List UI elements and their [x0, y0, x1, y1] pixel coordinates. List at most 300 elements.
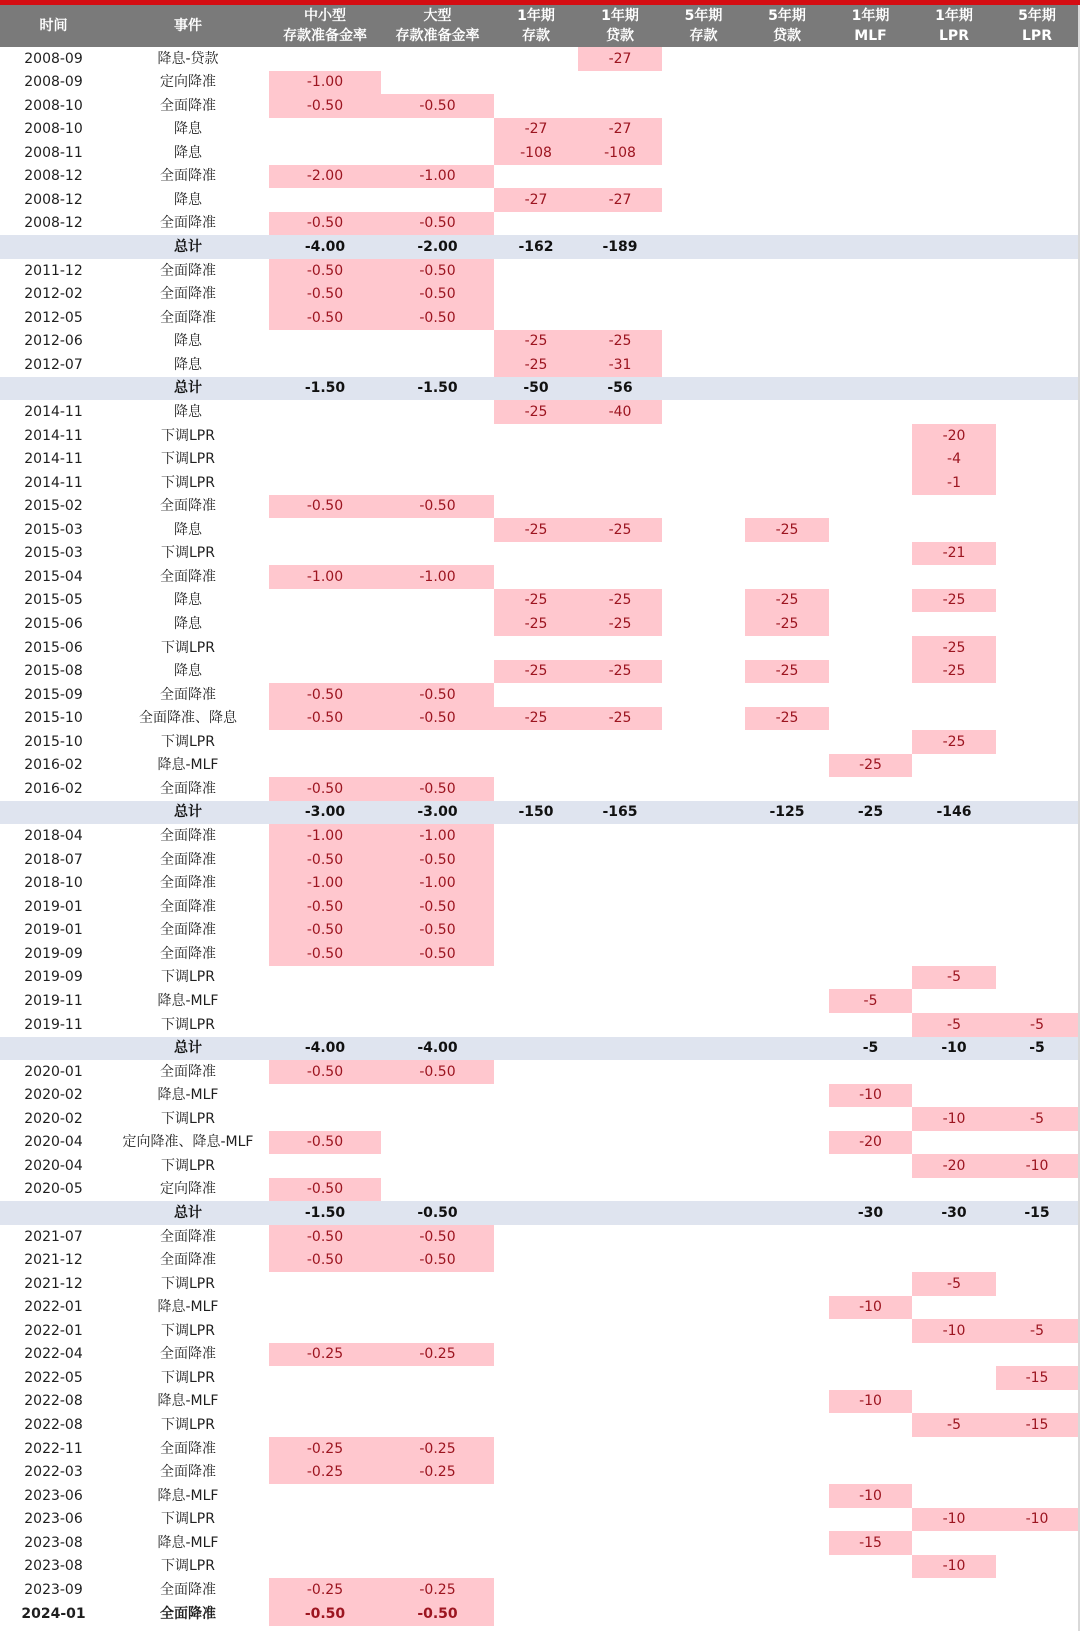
value-cell: [578, 1578, 662, 1602]
value-cell: -0.50: [381, 283, 494, 306]
date-cell: 2019-11: [24, 1017, 83, 1033]
value-cell: [996, 259, 1078, 283]
value-cell: [829, 1013, 912, 1037]
header-line-1: 大型: [423, 8, 452, 24]
table-row: [0, 306, 1080, 330]
value-cell: [578, 848, 662, 872]
value-cell: [578, 872, 662, 895]
value-cell: [578, 1131, 662, 1154]
value-cell: [829, 612, 912, 636]
event-cell: 降息-MLF: [157, 1087, 219, 1103]
value-cell: -5: [912, 1013, 996, 1037]
date-cell: 2020-02: [24, 1111, 83, 1127]
value-cell: [912, 1249, 996, 1272]
value-cell: [662, 400, 745, 424]
value-cell: [912, 1178, 996, 1201]
value-cell: [745, 353, 829, 377]
value-cell: [662, 1060, 745, 1084]
event-cell: 下调LPR: [161, 428, 215, 444]
value-cell: [494, 47, 578, 71]
value-cell: [912, 1461, 996, 1484]
date-cell: 2018-04: [24, 828, 83, 844]
value-cell: [996, 1084, 1078, 1107]
event-cell: 下调LPR: [161, 1511, 215, 1527]
value-cell: -0.50: [269, 1060, 381, 1084]
value-cell: [912, 1437, 996, 1461]
value-cell: [494, 1249, 578, 1272]
table-header: [0, 5, 1080, 47]
value-cell: [662, 1107, 745, 1131]
value-cell: [745, 683, 829, 707]
value-cell: -0.50: [269, 283, 381, 306]
value-cell: [578, 895, 662, 919]
value-cell: [269, 47, 381, 71]
date-cell: 2015-06: [24, 640, 83, 656]
table-row: [0, 1013, 1080, 1037]
value-cell: [494, 1602, 578, 1626]
value-cell: [494, 542, 578, 565]
value-cell: -0.50: [381, 707, 494, 730]
value-cell: [829, 71, 912, 94]
total-row: [0, 1201, 1080, 1225]
table-row: [0, 1531, 1080, 1555]
value-cell: [745, 1037, 829, 1060]
value-cell: [494, 942, 578, 966]
value-cell: -1.00: [269, 71, 381, 94]
table-row: [0, 919, 1080, 942]
event-cell: 全面降准: [160, 1252, 216, 1268]
value-cell: -25: [578, 518, 662, 542]
value-cell: [578, 919, 662, 942]
header-line-2: MLF: [854, 28, 887, 44]
value-cell: [662, 636, 745, 660]
value-cell: [829, 1508, 912, 1531]
value-cell: [996, 1437, 1078, 1461]
event-cell: 降息-MLF: [157, 1488, 219, 1504]
value-cell: [912, 1390, 996, 1413]
value-cell: [912, 518, 996, 542]
value-cell: -0.50: [269, 1602, 381, 1626]
value-cell: [269, 660, 381, 683]
value-cell: [578, 1319, 662, 1343]
table-row: [0, 353, 1080, 377]
table-row: [0, 1060, 1080, 1084]
value-cell: [829, 1555, 912, 1578]
value-cell: -0.50: [269, 212, 381, 235]
value-cell: -4: [912, 448, 996, 471]
value-cell: [381, 1013, 494, 1037]
value-cell: -0.50: [269, 707, 381, 730]
value-cell: [662, 1013, 745, 1037]
value-cell: -5: [862, 1040, 879, 1056]
table-row: [0, 495, 1080, 518]
value-cell: [745, 377, 829, 400]
table-row: [0, 1154, 1080, 1178]
value-cell: [996, 542, 1078, 565]
table-row: [0, 589, 1080, 612]
value-cell: -25: [494, 330, 578, 353]
date-cell: 2015-02: [24, 498, 83, 514]
value-cell: [662, 424, 745, 448]
value-cell: [381, 518, 494, 542]
value-cell: [381, 989, 494, 1013]
value-cell: [269, 141, 381, 165]
value-cell: [494, 306, 578, 330]
value-cell: [494, 259, 578, 283]
header-line-2: 存款: [689, 28, 718, 44]
value-cell: [829, 1578, 912, 1602]
value-cell: [745, 1578, 829, 1602]
value-cell: -20: [912, 424, 996, 448]
value-cell: [829, 919, 912, 942]
value-cell: [912, 495, 996, 518]
value-cell: [745, 94, 829, 118]
header-line-2: 存款准备金率: [395, 28, 480, 44]
value-cell: [494, 1319, 578, 1343]
date-cell: 2022-01: [24, 1299, 83, 1315]
value-cell: [381, 1178, 494, 1201]
table-row: [0, 777, 1080, 801]
value-cell: [912, 94, 996, 118]
event-cell: 定向降准、降息-MLF: [122, 1134, 254, 1150]
value-cell: [996, 730, 1078, 754]
event-cell: 定向降准: [160, 1181, 216, 1197]
value-cell: [494, 1201, 578, 1225]
value-cell: -108: [578, 141, 662, 165]
value-cell: -25: [494, 353, 578, 377]
event-cell: 全面降准: [160, 286, 216, 302]
value-cell: [578, 1461, 662, 1484]
value-cell: [996, 777, 1078, 801]
value-cell: [996, 612, 1078, 636]
value-cell: -25: [578, 707, 662, 730]
value-cell: [578, 1508, 662, 1531]
value-cell: -25: [857, 804, 884, 820]
value-cell: [829, 1154, 912, 1178]
value-cell: [829, 777, 912, 801]
value-cell: [578, 94, 662, 118]
value-cell: [269, 1390, 381, 1413]
header-cell: [662, 5, 745, 47]
value-cell: [996, 118, 1078, 141]
value-cell: [662, 518, 745, 542]
value-cell: -25: [745, 612, 829, 636]
value-cell: -0.50: [269, 919, 381, 942]
date-cell: 2022-08: [24, 1417, 83, 1433]
value-cell: [578, 824, 662, 848]
value-cell: [662, 542, 745, 565]
value-cell: -40: [578, 400, 662, 424]
table-row: [0, 47, 1080, 71]
value-cell: [745, 542, 829, 565]
value-cell: [745, 872, 829, 895]
event-cell: 下调LPR: [161, 545, 215, 561]
value-cell: -1.50: [304, 380, 346, 396]
value-cell: [745, 306, 829, 330]
header-line-1: 1年期: [601, 8, 639, 24]
date-cell: 2008-12: [24, 215, 83, 231]
header-line-2: 贷款: [606, 28, 634, 44]
value-cell: [578, 1296, 662, 1319]
header-cell: [578, 5, 662, 47]
value-cell: [745, 754, 829, 777]
table-row: [0, 118, 1080, 141]
value-cell: [912, 71, 996, 94]
value-cell: [578, 1225, 662, 1249]
value-cell: [269, 1296, 381, 1319]
table-row: [0, 730, 1080, 754]
value-cell: [912, 1296, 996, 1319]
value-cell: [662, 165, 745, 188]
date-cell: 2020-05: [24, 1181, 83, 1197]
value-cell: [912, 188, 996, 212]
value-cell: [745, 895, 829, 919]
value-cell: [662, 565, 745, 589]
value-cell: [662, 683, 745, 707]
value-cell: [578, 989, 662, 1013]
table-row: [0, 824, 1080, 848]
value-cell: [662, 1413, 745, 1437]
value-cell: [494, 989, 578, 1013]
value-cell: [578, 1343, 662, 1366]
value-cell: [912, 1602, 996, 1626]
date-cell: 2015-03: [24, 545, 83, 561]
table-row: [0, 283, 1080, 306]
value-cell: [745, 448, 829, 471]
value-cell: [578, 71, 662, 94]
value-cell: [494, 448, 578, 471]
value-cell: -27: [578, 188, 662, 212]
table-row: [0, 1390, 1080, 1413]
value-cell: [381, 542, 494, 565]
value-cell: [996, 353, 1078, 377]
event-cell: 全面降准: [160, 1346, 216, 1362]
value-cell: [829, 424, 912, 448]
event-cell: 降息-MLF: [157, 1393, 219, 1409]
value-cell: -0.25: [269, 1461, 381, 1484]
event-cell: 全面降准: [160, 852, 216, 868]
event-cell: 总计: [174, 239, 202, 255]
value-cell: [494, 165, 578, 188]
value-cell: [494, 1131, 578, 1154]
value-cell: -25: [745, 660, 829, 683]
value-cell: -0.50: [381, 212, 494, 235]
value-cell: [381, 636, 494, 660]
value-cell: -56: [607, 380, 633, 396]
table-row: [0, 660, 1080, 683]
value-cell: [829, 848, 912, 872]
event-cell: 全面降准: [160, 875, 216, 891]
value-cell: [662, 1249, 745, 1272]
value-cell: [745, 424, 829, 448]
value-cell: [494, 777, 578, 801]
value-cell: -5: [996, 1319, 1078, 1343]
value-cell: [996, 1131, 1078, 1154]
value-cell: [745, 1555, 829, 1578]
value-cell: [996, 754, 1078, 777]
table-row: [0, 942, 1080, 966]
value-cell: [381, 353, 494, 377]
value-cell: [662, 188, 745, 212]
value-cell: -25: [912, 636, 996, 660]
value-cell: -10: [912, 1555, 996, 1578]
event-cell: 降息: [174, 404, 202, 420]
value-cell: [578, 1201, 662, 1225]
value-cell: [829, 824, 912, 848]
value-cell: [269, 1272, 381, 1296]
value-cell: [745, 400, 829, 424]
value-cell: -0.50: [381, 683, 494, 707]
value-cell: [381, 1272, 494, 1296]
value-cell: [912, 777, 996, 801]
value-cell: [912, 1366, 996, 1390]
value-cell: [662, 71, 745, 94]
header-line-1: 时间: [39, 18, 68, 34]
value-cell: [745, 848, 829, 872]
table-row: [0, 1343, 1080, 1366]
value-cell: [996, 565, 1078, 589]
value-cell: [829, 1272, 912, 1296]
value-cell: [494, 1461, 578, 1484]
date-cell: 2019-01: [24, 899, 83, 915]
value-cell: [662, 1437, 745, 1461]
table-row: [0, 1249, 1080, 1272]
table-row: [0, 165, 1080, 188]
event-cell: 下调LPR: [161, 1417, 215, 1433]
value-cell: -10: [996, 1154, 1078, 1178]
value-cell: [912, 212, 996, 235]
event-cell: 降息: [174, 663, 202, 679]
value-cell: -5: [1029, 1040, 1045, 1056]
value-cell: [578, 1390, 662, 1413]
value-cell: [745, 141, 829, 165]
value-cell: [494, 94, 578, 118]
value-cell: [269, 1555, 381, 1578]
value-cell: [996, 872, 1078, 895]
date-cell: 2018-07: [24, 852, 83, 868]
value-cell: [381, 71, 494, 94]
value-cell: -27: [494, 188, 578, 212]
value-cell: -0.50: [381, 777, 494, 801]
header-cell: [829, 5, 912, 47]
value-cell: [494, 1154, 578, 1178]
header-line-1: 1年期: [935, 8, 973, 24]
value-cell: [829, 212, 912, 235]
value-cell: -10: [829, 1390, 912, 1413]
value-cell: -25: [745, 589, 829, 612]
event-cell: 全面降准: [160, 310, 216, 326]
value-cell: -25: [912, 589, 996, 612]
value-cell: [745, 235, 829, 259]
value-cell: [912, 1578, 996, 1602]
table-row: [0, 542, 1080, 565]
value-cell: [662, 989, 745, 1013]
value-cell: -25: [578, 660, 662, 683]
value-cell: [912, 118, 996, 141]
value-cell: [662, 235, 745, 259]
value-cell: [996, 47, 1078, 71]
value-cell: [494, 1272, 578, 1296]
value-cell: [578, 1602, 662, 1626]
value-cell: [912, 141, 996, 165]
date-cell: 2008-12: [24, 192, 83, 208]
date-cell: 2008-10: [24, 121, 83, 137]
date-cell: 2014-11: [24, 428, 83, 444]
value-cell: [494, 1037, 578, 1060]
value-cell: [996, 1225, 1078, 1249]
value-cell: [269, 1013, 381, 1037]
value-cell: [829, 636, 912, 660]
total-row: [0, 235, 1080, 259]
date-cell: [0, 1201, 107, 1225]
date-cell: 2023-08: [24, 1535, 83, 1551]
value-cell: [662, 707, 745, 730]
date-cell: 2022-01: [24, 1323, 83, 1339]
table-row: [0, 612, 1080, 636]
value-cell: -25: [494, 589, 578, 612]
value-cell: -0.50: [269, 1225, 381, 1249]
value-cell: [912, 754, 996, 777]
value-cell: [662, 1508, 745, 1531]
value-cell: -0.25: [269, 1578, 381, 1602]
value-cell: [745, 118, 829, 141]
value-cell: [829, 683, 912, 707]
header-line-1: 1年期: [851, 8, 890, 24]
date-cell: 2015-08: [24, 663, 83, 679]
value-cell: -25: [745, 518, 829, 542]
value-cell: [996, 1178, 1078, 1201]
value-cell: [662, 1225, 745, 1249]
table-row: [0, 1296, 1080, 1319]
table-row: [0, 1084, 1080, 1107]
header-cell: [0, 5, 107, 47]
value-cell: [912, 47, 996, 71]
value-cell: -25: [494, 400, 578, 424]
value-cell: [829, 353, 912, 377]
value-cell: [662, 1555, 745, 1578]
value-cell: -0.50: [381, 942, 494, 966]
value-cell: [578, 730, 662, 754]
table-row: [0, 188, 1080, 212]
value-cell: [662, 330, 745, 353]
table-row: [0, 966, 1080, 989]
value-cell: -0.25: [269, 1437, 381, 1461]
value-cell: [996, 188, 1078, 212]
date-cell: 2012-02: [24, 286, 83, 302]
value-cell: [269, 989, 381, 1013]
date-cell: 2012-05: [24, 310, 83, 326]
value-cell: [662, 1578, 745, 1602]
value-cell: [829, 565, 912, 589]
table-row: [0, 1437, 1080, 1461]
value-cell: [494, 1060, 578, 1084]
value-cell: [662, 1037, 745, 1060]
value-cell: [662, 1461, 745, 1484]
value-cell: [578, 212, 662, 235]
value-cell: [494, 1413, 578, 1437]
value-cell: [996, 1272, 1078, 1296]
table-row: [0, 1107, 1080, 1131]
value-cell: [996, 1484, 1078, 1508]
value-cell: [381, 141, 494, 165]
value-cell: [829, 1343, 912, 1366]
value-cell: [829, 165, 912, 188]
value-cell: [494, 283, 578, 306]
value-cell: [829, 707, 912, 730]
value-cell: [745, 1178, 829, 1201]
event-cell: 降息-MLF: [157, 1299, 219, 1315]
date-cell: 2016-02: [24, 757, 83, 773]
